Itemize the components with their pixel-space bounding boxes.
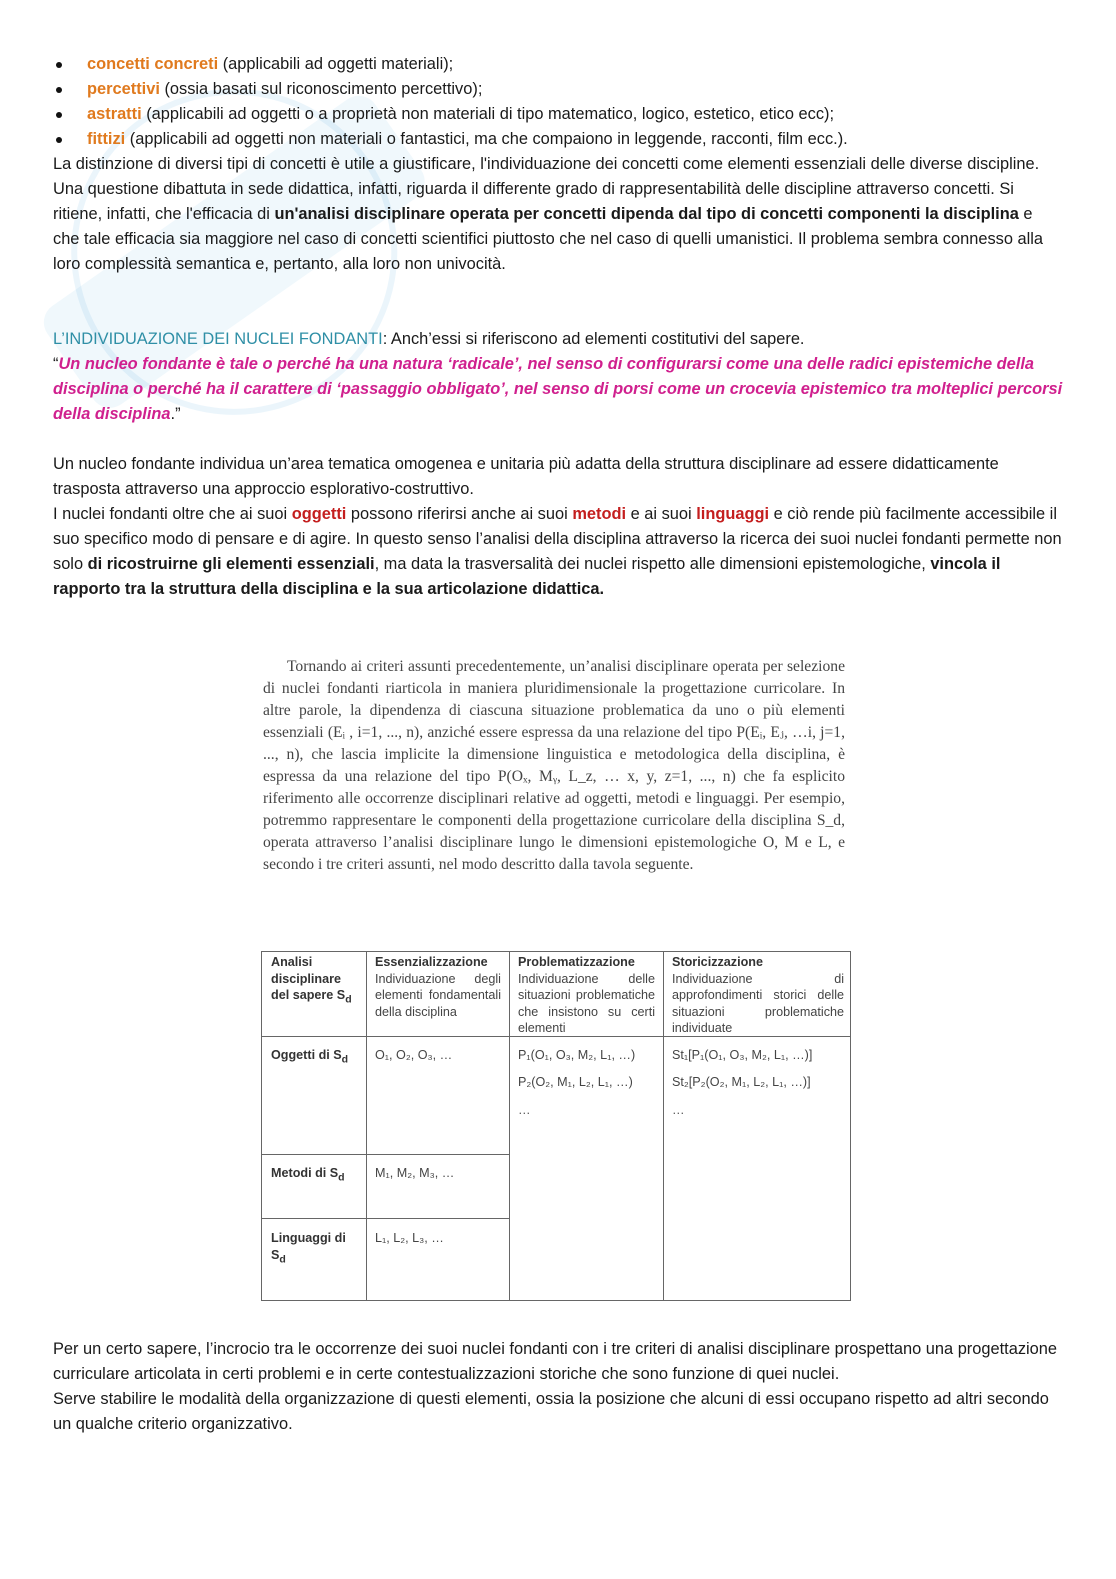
table-cell-stor-1: St₁[P₁(O₁, O₃, M₂, L₁, …)] (672, 1048, 813, 1062)
table-row-metodi: Metodi di $S_d$ (271, 1166, 345, 1184)
table-cell-prob-ellipsis: … (518, 1103, 531, 1117)
analysis-table (261, 951, 851, 1301)
table-row-oggetti: Oggetti di $S_d$ (271, 1048, 349, 1066)
list-item: fittizi (applicabili ad oggetti non materiali o fantastici, ma che compaiono in leggende, racconti, film ecc.). (53, 127, 1063, 152)
table-header-essenzializzazione: Essenzializzazione Individuazione degli elementi fondamentali della disciplina (375, 955, 501, 1019)
table-cell-stor-ellipsis: … (672, 1103, 685, 1117)
section-quote: “Un nucleo fondante è tale o perché ha una natura ‘radicale’, nel senso di configurarsi come una delle radici epistemiche della disciplina o perché ha il carattere di ‘passaggio obbligato’, nel senso di porsi come un crocevia epistemico tra molteplici percorsi della disciplina.” (53, 355, 1063, 423)
paragraph-nuclei: I nuclei fondanti oltre che ai suoi oggetti possono riferirsi anche ai suoi metodi e ai suoi linguaggi e ciò rende più facilmente accessibile il suo specifico modo di pensare e di agire. In questo senso l’analisi della disciplina attraverso la ricerca dei suoi nuclei fondanti permette non solo di ricostruirne gli elementi essenziali, ma data la trasversalità dei nuclei rispetto alle dimensioni epistemologiche, vincola il rapporto tra la struttura della disciplina e la sua articolazione didattica. (53, 505, 1062, 598)
paragraph-closing-1: Per un certo sapere, l’incrocio tra le occorrenze dei suoi nuclei fondanti con i tre criteri di analisi disciplinare prospettano una progettazione curriculare articolata in certi problemi e in certe contestualizzazioni storiche che sono funzione di quei nuclei. (53, 1340, 1058, 1383)
list-item: astratti (applicabili ad oggetti o a proprietà non materiali di tipo matematico, logico, estetico, etico ecc); (53, 102, 1063, 127)
list-item: concetti concreti (applicabili ad oggetti materiali); (53, 52, 1063, 77)
table-cell-prob-2: P₂(O₂, M₁, L₂, L₁, …) (518, 1075, 633, 1089)
concept-types-list (53, 52, 1063, 152)
page-body (53, 52, 1063, 602)
table-cell-ess-oggetti: O₁, O₂, O₃, … (375, 1048, 453, 1062)
section-heading: L’INDIVIDUAZIONE DEI NUCLEI FONDANTI (53, 330, 383, 348)
table-row-linguaggi: Linguaggi di $S_d$ (271, 1231, 346, 1266)
paragraph-nucleo: Un nucleo fondante individua un’area tematica omogenea e unitaria più adatta della struttura disciplinare ad essere didatticamente trasposta attraverso una approccio esplorativo-costruttivo. (53, 455, 999, 498)
list-item: percettivi (ossia basati sul riconoscimento percettivo); (53, 77, 1063, 102)
book-excerpt: Tornando ai criteri assunti precedentemente, un’analisi disciplinare operata per selezione di nuclei fondanti riarticola in maniera pluridimensionale la progettazione curricolare. In altre parole, la dipendenza di ciascuna situazione problematica da uno o più elementi essenziali (Eᵢ , i=1, ..., n), anziché essere espressa da una relazione del tipo P(Eᵢ, Eⱼ, …i, j=1, ..., n), che lascia implicite la dimensione linguistica e metodologica della disciplina, è espressa da una relazione del tipo P(Oₓ, Mᵧ, L_z, … x, y, z=1, ..., n) che fa esplicito riferimento alle occorrenze disciplinari relative ad oggetti, metodi e linguaggi. Per esempio, potremmo rappresentare le componenti della progettazione curricolare della disciplina S_d, operata attraverso l’analisi disciplinare lungo le dimensioni epistemologiche O, M e L, e secondo i tre criteri assunti, nel modo descritto dalla tavola seguente. (263, 658, 845, 873)
paragraph-closing-2: Serve stabilire le modalità della organizzazione di questi elementi, ossia la posizione che alcuni di essi occupano rispetto ad altri secondo un qualche criterio organizzativo. (53, 1390, 1049, 1433)
table-header-problematizzazione: Problematizzazione Individuazione delle situazioni problematiche che insistono su certi elementi (518, 955, 655, 1036)
table-cell-stor-2: St₂[P₂(O₂, M₁, L₂, L₁, …)] (672, 1075, 811, 1089)
closing-text (53, 1337, 1063, 1437)
paragraph-concepts: La distinzione di diversi tipi di concetti è utile a giustificare, l'individuazione dei concetti come elementi essenziali delle diverse discipline. Una questione dibattuta in sede didattica, infatti, riguarda il differente grado di rappresentabilità delle discipline attraverso concetti. Si ritiene, infatti, che l'efficacia di un'analisi disciplinare operata per concetti dipenda dal tipo di concetti componenti la disciplina e che tale efficacia sia maggiore nel caso di concetti scientifici piuttosto che nel caso di quelli umanistici. Il problema sembra connesso alla loro complessità semantica e, pertanto, alla loro non univocità. (53, 155, 1044, 273)
section-intro: L’INDIVIDUAZIONE DEI NUCLEI FONDANTI: Anch’essi si riferiscono ad elementi costitutivi del sapere. (53, 330, 805, 348)
table-header-storicizzazione: Storicizzazione Individuazione di approfondimenti storici delle situazioni problematiche individuate (672, 955, 844, 1036)
table-cell-prob-1: P₁(O₁, O₃, M₂, L₁, …) (518, 1048, 636, 1062)
table-header-analisi: Analisi disciplinare del sapere $S_d$ (271, 955, 352, 1006)
table-cell-ess-linguaggi: L₁, L₂, L₃, … (375, 1231, 444, 1245)
table-cell-ess-metodi: M₁, M₂, M₃, … (375, 1166, 455, 1180)
